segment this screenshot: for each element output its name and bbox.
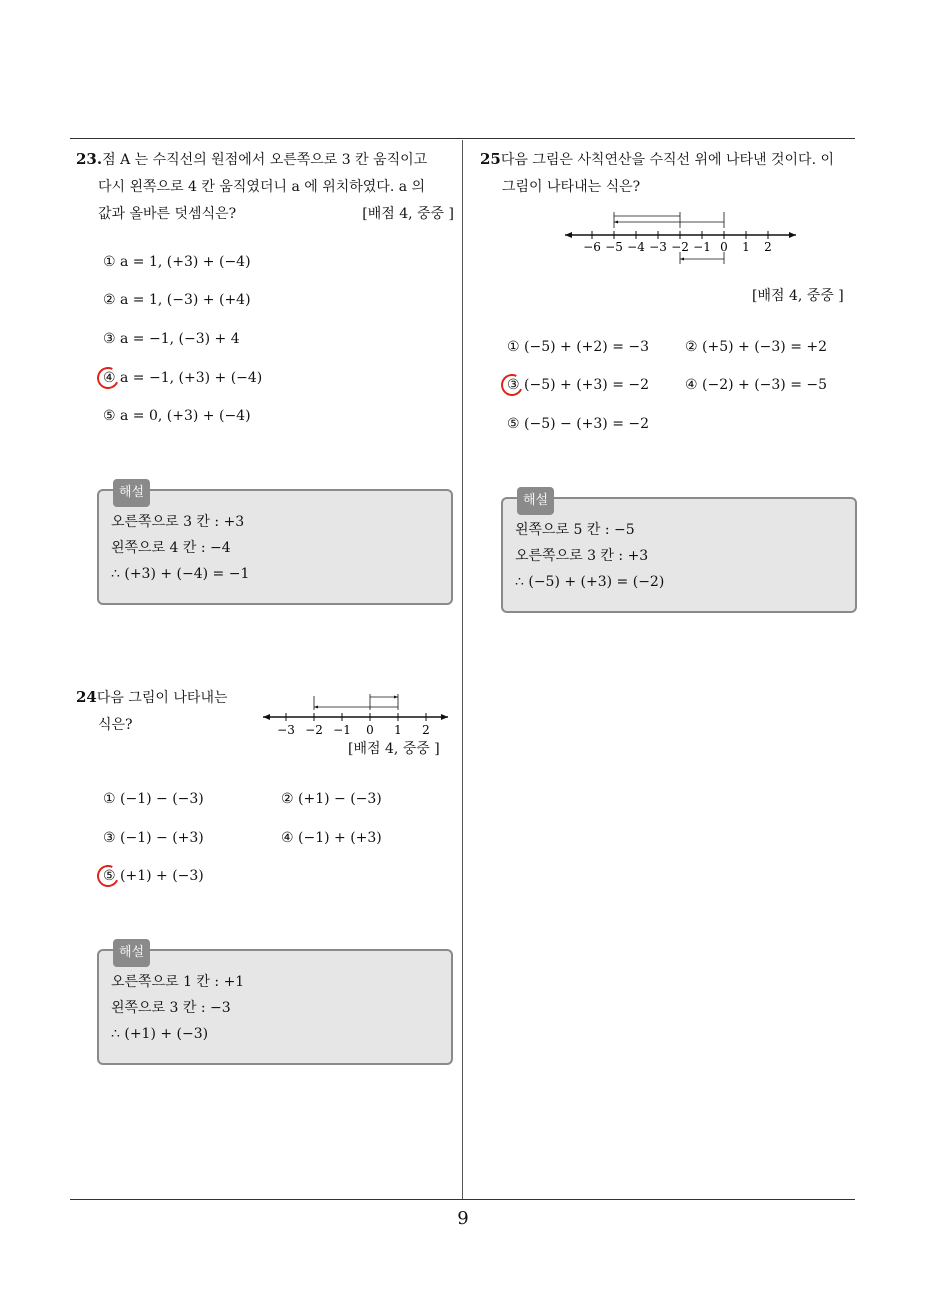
tick-label: 2 bbox=[764, 240, 772, 254]
solution-line: 오른쪽으로 1 칸 : +1 bbox=[111, 974, 245, 990]
tick-label: 2 bbox=[422, 723, 430, 737]
score-label: [배점 4, 중중 ] bbox=[362, 206, 454, 222]
option-1[interactable]: ① a = 1, (+3) + (−4) bbox=[103, 254, 251, 270]
page-number: 9 bbox=[457, 1208, 469, 1229]
question-text: 식은? bbox=[98, 717, 133, 733]
question-number: 23. bbox=[76, 150, 103, 168]
option-1[interactable]: ① (−5) + (+2) = −3 bbox=[507, 339, 650, 355]
tick-label: −6 bbox=[583, 240, 601, 254]
bottom-rule bbox=[70, 1199, 855, 1200]
tick-label: −5 bbox=[605, 240, 623, 254]
option-3[interactable]: ③ a = −1, (−3) + 4 bbox=[103, 331, 240, 347]
tick-label: −3 bbox=[649, 240, 667, 254]
option-5[interactable]: ⑤ a = 0, (+3) + (−4) bbox=[103, 408, 251, 424]
solution-tag: 해설 bbox=[517, 487, 554, 515]
option-2[interactable]: ② (+1) − (−3) bbox=[281, 791, 382, 807]
option-2[interactable]: ② a = 1, (−3) + (+4) bbox=[103, 292, 251, 308]
solution-line: ∴ (+3) + (−4) = −1 bbox=[111, 566, 250, 582]
question-text: 점 A 는 수직선의 원점에서 오른쪽으로 3 칸 움직이고 bbox=[102, 152, 428, 168]
solution-line: 왼쪽으로 3 칸 : −3 bbox=[111, 1000, 231, 1016]
question-text: 값과 올바른 덧셈식은? bbox=[98, 206, 237, 222]
top-rule bbox=[70, 138, 855, 139]
tick-label: 1 bbox=[394, 723, 402, 737]
option-4[interactable]: ④ a = −1, (+3) + (−4) bbox=[103, 370, 263, 386]
option-1[interactable]: ① (−1) − (−3) bbox=[103, 791, 204, 807]
answer-circle-mark bbox=[94, 364, 122, 392]
tick-label: −2 bbox=[671, 240, 689, 254]
answer-circle-mark bbox=[498, 371, 526, 399]
solution-line: ∴ (+1) + (−3) bbox=[111, 1026, 209, 1042]
solution-line: 왼쪽으로 5 칸 : −5 bbox=[515, 522, 635, 538]
tick-label: −2 bbox=[305, 723, 323, 737]
solution-line: ∴ (−5) + (+3) = (−2) bbox=[515, 574, 665, 590]
tick-label: −1 bbox=[333, 723, 351, 737]
option-3[interactable]: ③ (−5) + (+3) = −2 bbox=[507, 377, 650, 393]
question-text: 다시 왼쪽으로 4 칸 움직였더니 a 에 위치하였다. a 의 bbox=[98, 179, 426, 195]
solution-box bbox=[501, 493, 857, 613]
question-number: 25 bbox=[480, 150, 501, 168]
column-divider bbox=[462, 140, 463, 1200]
solution-line: 오른쪽으로 3 칸 : +3 bbox=[111, 514, 245, 530]
solution-box bbox=[97, 485, 453, 605]
solution-line: 오른쪽으로 3 칸 : +3 bbox=[515, 548, 649, 564]
question-text: 그림이 나타내는 식은? bbox=[502, 179, 641, 195]
question-text: 다음 그림은 사칙연산을 수직선 위에 나타낸 것이다. 이 bbox=[500, 152, 835, 168]
solution-line: 왼쪽으로 4 칸 : −4 bbox=[111, 540, 231, 556]
number-line-24 bbox=[258, 690, 458, 740]
question-25 bbox=[480, 146, 860, 201]
solution-tag: 해설 bbox=[113, 939, 150, 967]
question-text: 다음 그림이 나타내는 bbox=[96, 690, 228, 706]
tick-label: −4 bbox=[627, 240, 645, 254]
tick-label: −3 bbox=[277, 723, 295, 737]
option-3[interactable]: ③ (−1) − (+3) bbox=[103, 830, 204, 846]
number-line-25 bbox=[560, 208, 810, 266]
question-number: 24 bbox=[76, 688, 97, 706]
answer-circle-mark bbox=[94, 862, 122, 890]
score-label: [배점 4, 중중 ] bbox=[348, 741, 440, 757]
question-23 bbox=[76, 146, 454, 228]
solution-box bbox=[97, 945, 453, 1065]
option-5[interactable]: ⑤ (−5) − (+3) = −2 bbox=[507, 416, 650, 432]
option-5[interactable]: ⑤ (+1) + (−3) bbox=[103, 868, 204, 884]
option-2[interactable]: ② (+5) + (−3) = +2 bbox=[685, 339, 828, 355]
tick-label: 0 bbox=[366, 723, 374, 737]
option-4[interactable]: ④ (−1) + (+3) bbox=[281, 830, 382, 846]
score-label: [배점 4, 중중 ] bbox=[752, 288, 844, 304]
option-4[interactable]: ④ (−2) + (−3) = −5 bbox=[685, 377, 828, 393]
tick-label: 0 bbox=[720, 240, 728, 254]
question-24 bbox=[76, 684, 276, 739]
tick-label: 1 bbox=[742, 240, 750, 254]
tick-label: −1 bbox=[693, 240, 711, 254]
solution-tag: 해설 bbox=[113, 479, 150, 507]
